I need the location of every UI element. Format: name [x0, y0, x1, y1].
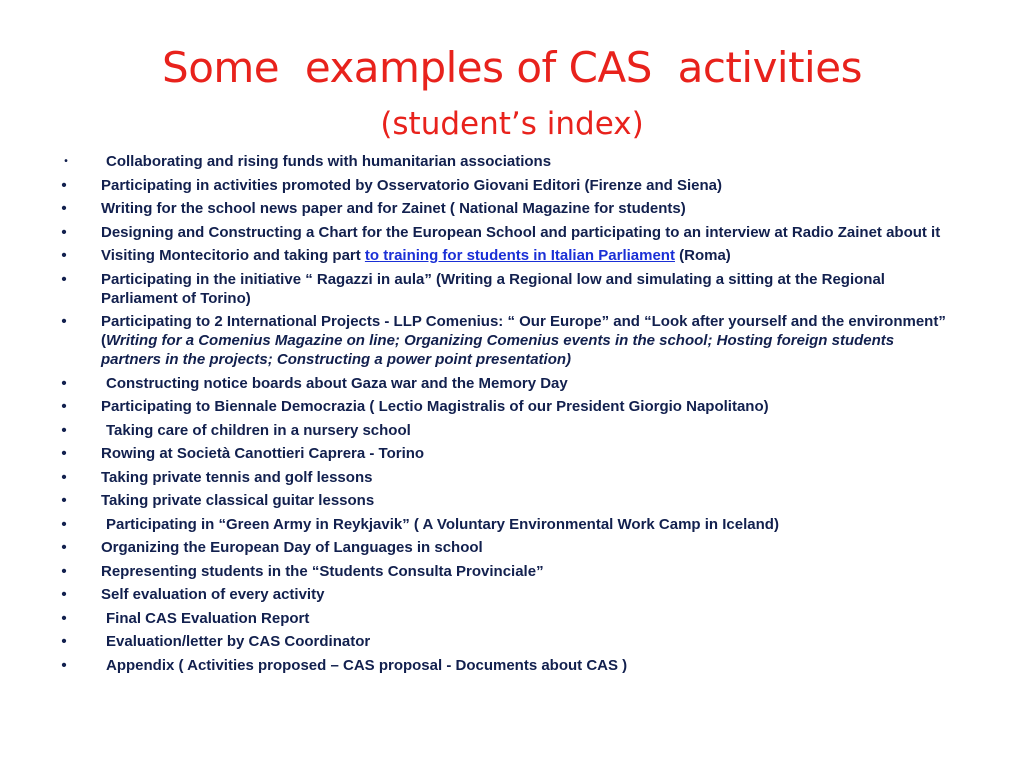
item-text-post: (Roma) [674, 247, 731, 264]
item-text: Taking private classical guitar lessons [101, 492, 375, 509]
item-text: Participating to 2 International Projects - LLP Comenius: “ Our Europe” and “Look after yourself and the environment” ( [101, 313, 946, 349]
list-item [58, 397, 958, 416]
activities-list [58, 152, 958, 679]
link-text[interactable]: training for students in Italian Parliament [379, 247, 675, 264]
list-item [58, 176, 958, 195]
bullet-icon: • [61, 562, 67, 580]
bullet-icon: • [61, 313, 67, 330]
bullet-icon: • [61, 374, 67, 392]
list-item [58, 223, 958, 242]
item-text: Taking private tennis and golf lessons [101, 468, 373, 486]
item-text: Participating in activities promoted by Osservatorio Giovani Editori (Firenze and Siena) [101, 176, 722, 194]
list-item [58, 609, 958, 628]
list-item [58, 421, 958, 440]
link-to-text[interactable]: to [364, 247, 380, 264]
list-item [58, 538, 958, 557]
item-text-italic: Writing for a Comenius Magazine on line; Organizing Comenius events in the school; Hosting foreign students partners in the projects; Constructing a power point presentation) [101, 332, 895, 368]
list-item [58, 656, 958, 675]
bullet-icon: • [61, 445, 67, 462]
bullet-icon: • [61, 468, 67, 486]
bullet-icon: • [61, 586, 67, 603]
bullet-icon: • [61, 247, 67, 264]
slide-subtitle: (student’s index) [380, 106, 644, 142]
item-text: Evaluation/letter by CAS Coordinator [106, 633, 371, 650]
list-item [58, 246, 958, 265]
bullet-icon: • [61, 609, 67, 627]
list-item [58, 444, 958, 463]
item-text: Collaborating and rising funds with humanitarian associations [106, 153, 552, 170]
list-item [58, 312, 958, 369]
bullet-icon: • [61, 633, 67, 650]
bullet-icon: • [61, 223, 67, 241]
bullet-icon: • [61, 539, 67, 556]
list-item [58, 562, 958, 581]
slide-title: Some examples of CAS activities [162, 43, 862, 92]
list-item [58, 515, 958, 534]
item-text: Designing and Constructing a Chart for the European School and participating to an interview at Radio Zainet about it [101, 223, 941, 241]
bullet-icon: • [61, 176, 67, 194]
item-text: Writing for the school news paper and for Zainet ( National Magazine for students) [101, 200, 686, 217]
bullet-icon: • [61, 492, 67, 509]
item-text: Organizing the European Day of Languages in school [101, 539, 483, 556]
item-text: Participating in “Green Army in Reykjavik” ( A Voluntary Environmental Work Camp in Iceland) [106, 515, 779, 533]
item-text: Rowing at Società Canottieri Caprera - Torino [101, 445, 425, 462]
bullet-icon: • [61, 398, 67, 415]
list-item [58, 152, 958, 171]
list-item [58, 199, 958, 218]
item-text: Taking care of children in a nursery school [106, 421, 411, 439]
list-item [58, 270, 958, 308]
item-text: Self evaluation of every activity [101, 586, 325, 603]
bullet-icon: • [61, 515, 67, 533]
item-text: Constructing notice boards about Gaza war and the Memory Day [106, 374, 568, 392]
list-item [58, 468, 958, 487]
bullet-icon: • [61, 656, 67, 674]
item-text: Participating in the initiative “ Ragazzi in aula” (Writing a Regional low and simulating a sitting at the Regional Parliament of Torino) [101, 270, 885, 307]
item-text: Final CAS Evaluation Report [106, 609, 310, 627]
item-text: Participating to Biennale Democrazia ( Lectio Magistralis of our President Giorgio Napolitano) [101, 398, 769, 415]
list-item [58, 632, 958, 651]
list-item [58, 491, 958, 510]
item-text: Appendix ( Activities proposed – CAS proposal - Documents about CAS ) [106, 656, 628, 674]
list-item [58, 374, 958, 393]
bullet-icon: • [61, 421, 67, 439]
item-text: Visiting Montecitorio and taking part [101, 247, 365, 264]
bullet-icon: • [61, 200, 67, 217]
list-item [58, 585, 958, 604]
item-text: Representing students in the “Students Consulta Provinciale” [101, 562, 544, 580]
parliament-training-link[interactable] [365, 247, 675, 264]
bullet-icon: • [64, 156, 68, 167]
bullet-icon: • [61, 270, 67, 288]
